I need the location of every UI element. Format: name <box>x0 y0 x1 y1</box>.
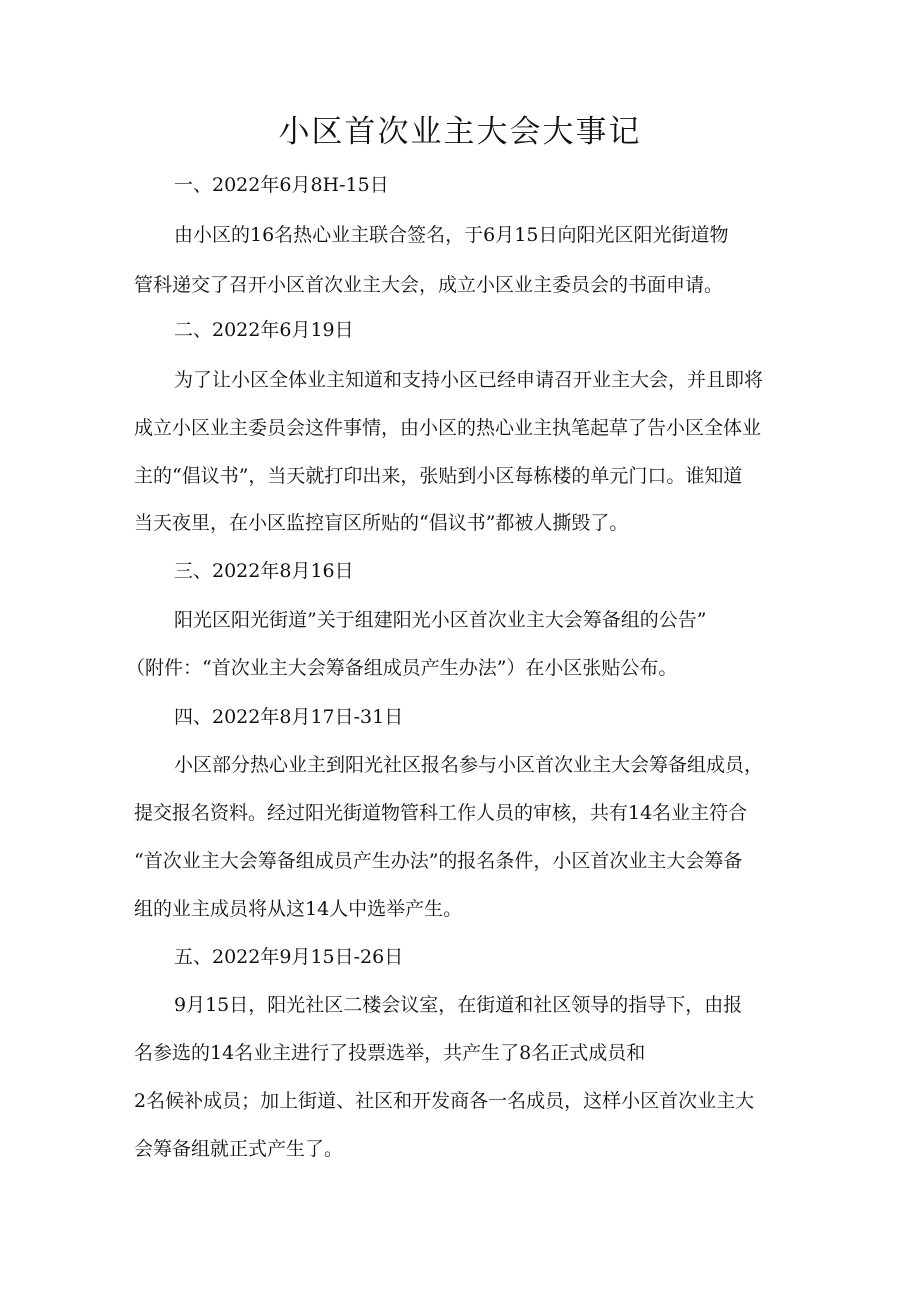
section-heading-2: 二、2022年6月19日 <box>174 319 354 341</box>
paragraph-line: 小区部分热心业主到阳光社区报名参与小区首次业主大会筹备组成员， <box>174 754 764 776</box>
paragraph-line: 主的“倡议书”，当天就打印出来，张贴到小区每栋楼的单元门口。谁知道 <box>134 465 743 487</box>
paragraph-line: 由小区的16名热心业主联合签名，于6月15日向阳光区阳光街道物 <box>174 224 729 246</box>
paragraph-line: 组的业主成员将从这14人中选举产生。 <box>134 898 463 920</box>
paragraph-line: 当天夜里，在小区监控盲区所贴的“倡议书”都被人撕毁了。 <box>134 512 629 534</box>
section-heading-1: 一、2022年6月8H-15日 <box>174 174 389 196</box>
paragraph-line: “首次业主大会筹备组成员产生办法”的报名条件，小区首次业主大会筹备 <box>134 850 743 872</box>
paragraph-line: 成立小区业主委员会这件事情，由小区的热心业主执笔起草了告小区全体业 <box>134 417 762 439</box>
paragraph-line: 9月15日，阳光社区二楼会议室，在街道和社区领导的指导下，由报 <box>174 994 743 1016</box>
section-heading-5: 五、2022年9月15日-26日 <box>174 946 404 968</box>
paragraph-line: （附件：“首次业主大会筹备组成员产生办法”）在小区张贴公布。 <box>126 657 678 679</box>
paragraph-line: 提交报名资料。经过阳光街道物管科工作人员的审核，共有14名业主符合 <box>134 802 748 824</box>
paragraph-line: 名参选的14名业主进行了投票选举，共产生了8名正式成员和 <box>134 1042 646 1064</box>
section-heading-4: 四、2022年8月17日-31日 <box>174 706 404 728</box>
document-title: 小区首次业主大会大事记 <box>278 114 642 150</box>
paragraph-line: 会筹备组就正式产生了。 <box>134 1138 344 1160</box>
paragraph-line: 2名候补成员；加上街道、社区和开发商各一名成员，这样小区首次业主大 <box>134 1090 755 1112</box>
paragraph-line: 管科递交了召开小区首次业主大会，成立小区业主委员会的书面申请。 <box>134 274 724 296</box>
paragraph-line: 为了让小区全体业主知道和支持小区已经申请召开业主大会，并且即将 <box>174 369 764 391</box>
section-heading-3: 三、2022年8月16日 <box>174 560 354 582</box>
paragraph-line: 阳光区阳光街道”关于组建阳光小区首次业主大会筹备组的公告” <box>174 609 707 631</box>
